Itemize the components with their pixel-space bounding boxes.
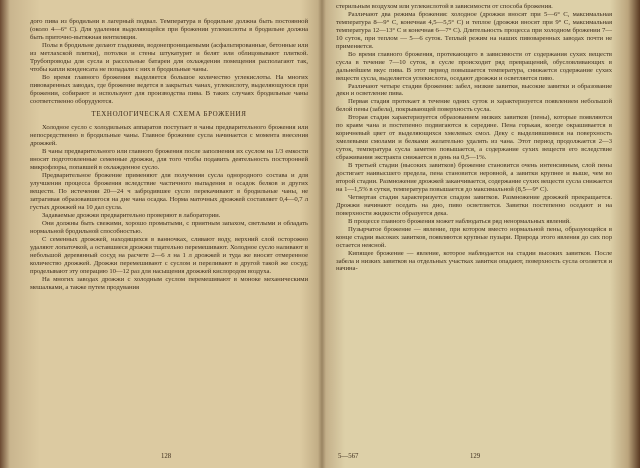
paragraph: Во время главного брожения выделяется большое количество углекислоты. На многих пивоваренных заводах, где брожение ведется в закрытых чанах, углекислоту, выделяющуюся при брожении, собирают и используют для производства пива. В таких случаях бродильные чаны соответственно оборудуются. — [30, 73, 308, 105]
section-heading: ТЕХНОЛОГИЧЕСКАЯ СХЕМА БРОЖЕНИЯ — [91, 110, 247, 119]
paragraph: Во время главного брожения, протекающего в зависимости от содержания сухих веществ сусла в течение 7—10 суток, в сусле происходит ряд превращений, обусловливающих в дальнейшем вкус пива. В этот период повышается температура, снижается содержание сухих веществ сусла, выделяется углекислота, оседают дрожжи и осветляется пиво. — [336, 50, 612, 82]
right-page — [336, 0, 612, 468]
paragraph: Полы в бродильне делают гладкими, водонепроницаемыми (асфальтированные, бетонные или из метлахской плитки), потолки и стены штукатурят и белят или облицовывают плиткой. Трубопроводы для сусла и рассольные батареи для охлаждения помещения располагают так, чтобы капли конденсата не попадали с них в бродильные чаны. — [30, 41, 308, 73]
left-page-text — [30, 18, 308, 292]
page-number-left: 128 — [161, 453, 172, 460]
paragraph: Пузырчатое брожение — явление, при котором вместо нормальной пены, образующейся в конце стадии высоких завитков, появляются крупные пузыри. Природа этого явления до сих пор остается неясной. — [336, 225, 612, 249]
paragraph: В третьей стадии (высоких завитков) брожение становится очень интенсивным, слой пены достигает наивысшего предела, пена становится неровной, а завитки крупнее и выше, чем во второй стадии. Размножение дрожжей заканчивается, содержание сухих веществ сусла снижается на 1—1,5% в сутки, температура повышается до максимальной (8,5—9° С). — [336, 162, 612, 193]
paragraph: Вторая стадия характеризуется образованием низких завитков (пены), которые появляются по краям чана и постепенно подвигаются к середине. Пена горькая, коегде окрашивается в коричневый цвет от выделяющихся хмелевых смол. Деку с выделившимися на поверхность хмелевыми смолами и белками желательно удалять из чана. Этот период продолжается 2—3 суток, температура сусла заметно повышается, а содержание сухих веществ его вследствие сбраживания экстракта снижается в день на 0,5—1%. — [336, 114, 612, 162]
paragraph: Холодное сусло с холодильных аппаратов поступает в чаны предварительного брожения или непосредственно в бродильные чаны. Главное брожение сусла начинается с момента внесения дрожжей. — [30, 124, 308, 148]
paragraph: Задаваемые дрожжи предварительно проверяют в лаборатории. — [42, 211, 221, 219]
paragraph: С семенных дрожжей, находящихся в ванночках, сливают воду, верхний слой осторожно удаляют лопаточкой, а оставшиеся дрожжи тщательно перемешивают. Холодное сусло наливают в небольшой деревянный сосуд на расчете 2—6 л на 1 л дрожжей и туда же вносят отмеренное количество дрожжей. Дрожжи перемешивают с суслом и переливают в другой такой же сосуд; проделывают эту операцию 10—12 раз для насыщения дрожжей кислородом воздуха. — [30, 235, 308, 275]
left-paragraphs-after-heading — [30, 124, 308, 291]
paragraph: На многих заводах дрожжи с холодным суслом перемешивают в моноке механическими мешалками, а также путем продувания — [30, 275, 308, 291]
paragraph: Четвертая стадия характеризуется спадом завитков. Размножение дрожжей прекращается. Дрожжи начинают оседать на дно, пиво осветляется. Завитки постепенно оседают и на поверхности жидкости образуется дека. — [336, 193, 612, 217]
paragraph: Различают четыре стадии брожения: забел, низкие завитки, высокие завитки и образование декн и осветление пива. — [336, 82, 612, 98]
paragraph: Различают два режима брожения: холодное (дрожжи вносят при 5—6° С, максимальная температура 8—9° С, конечная 4,5—5,5° С) и теплое (дрожжи вносят при 9° С, максимальная температура 12—13° С и конечная 6—7° С). Длительность процесса при холодном брожении 7—10 суток, при теплом — 5—6 суток. Теплый режим на наших пивоваренных заводах почти не применяется. — [336, 10, 612, 50]
paragraph: В процессе главного брожения может наблюдаться ряд ненормальных явлений. — [348, 217, 571, 225]
page-number-right: 129 — [470, 453, 481, 460]
paragraph: Предварительное брожение применяют для получения сусла однородного состава и для улучшения процесса брожения вследствие частичного выпадения в осадок белков и других веществ. По истечении 20—24 ч забродившее сусло перекачивают в бродильные чаны, не затрагивая образовавшегося на дне чана осадка. Норма маточных дрожжей составляет 0,4—0,7 л густых дрожжей на 10 дал сусла. — [30, 172, 308, 212]
right-paragraphs — [336, 3, 612, 273]
paragraph: Первая стадия протекает в течение одних суток и характеризуется появлением небольшой белой пены (забела), покрывающей поверхность сусла. — [336, 98, 612, 114]
paragraph: дого пива из бродильни в лагерный подвал. Температура в бродильне должна быть постоянной (около 4—6° С). Для удаления выделяющейся при брожении углекислоты в бродильне должна быть приточно-вытяжная вентиляция. — [30, 18, 308, 41]
left-page — [30, 0, 308, 468]
paragraph: Кипящее брожение — явление, которое наблюдается на стадии высоких завитков. После забела и низких завитков на отдельных участках завитки опадают, поверхность сусла оголяется и начина- — [336, 249, 612, 273]
right-page-text — [336, 3, 612, 273]
left-paragraphs — [30, 18, 308, 105]
paragraph: Они должны быть свежими, хорошо промытыми, с приятным запахом, светлыми и обладать нормальной бродильной способностью. — [30, 219, 308, 235]
paragraph: В чаны предварительного или главного брожения после заполнения их суслом на 1/3 емкости вносят подготовленные семенные дрожжи, для того чтобы подавить деятельность посторонней микрофлоры, попавшей в охлажденное сусло. — [30, 148, 308, 172]
paragraph: стерильным воздухом или углекислотой в зависимости от способа брожения. — [336, 3, 553, 10]
printer-signature: 5—567 — [338, 453, 359, 460]
